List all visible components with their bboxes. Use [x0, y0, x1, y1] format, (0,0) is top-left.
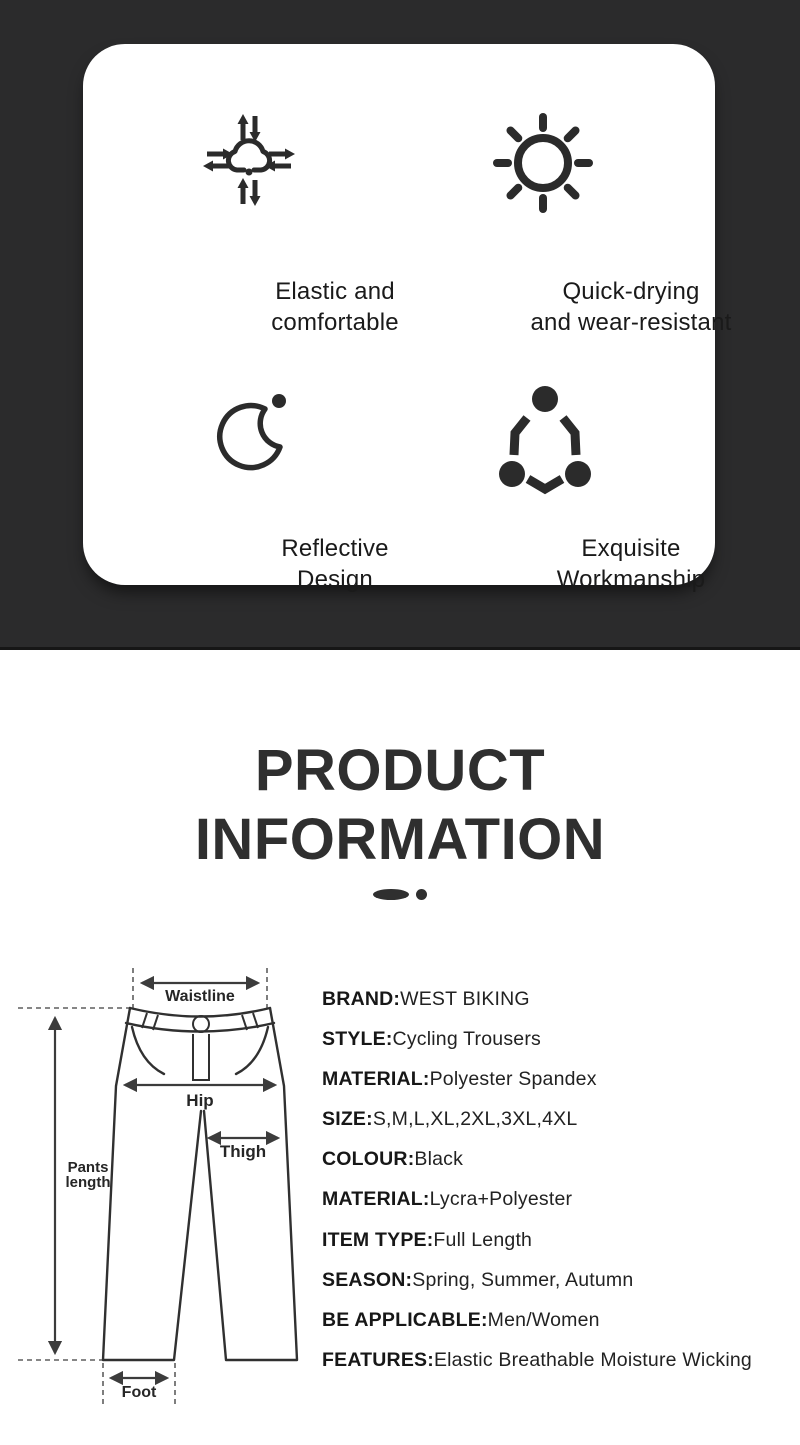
- sun-icon: [493, 113, 593, 213]
- pants-size-diagram: [0, 960, 320, 1420]
- pants-length-label-line2: length: [65, 1174, 111, 1191]
- feature-label-reflective: Reflective Design: [281, 535, 389, 593]
- moon-icon: [200, 387, 300, 487]
- feature-label-quick-drying: Quick-drying and wear-resistant: [530, 278, 732, 336]
- pants-outline: [103, 1008, 297, 1360]
- title-underline-decoration: [0, 886, 800, 902]
- spec-row-size: SIZE:S,M,L,XL,2XL,3XL,4XL: [322, 1108, 578, 1131]
- stretch-arrows-icon: [199, 110, 299, 210]
- hero-bottom-edge: [0, 647, 800, 650]
- waistline-label: Waistline: [165, 988, 235, 1005]
- hip-label: Hip: [186, 1091, 214, 1110]
- product-spec-list: [322, 979, 792, 1380]
- spec-row-material: MATERIAL:Polyester Spandex: [322, 1068, 597, 1091]
- spec-row-colour: COLOUR:Black: [322, 1148, 464, 1171]
- spec-row-style: STYLE:Cycling Trousers: [322, 1028, 541, 1051]
- page-title-line2: INFORMATION: [194, 807, 606, 872]
- spec-row-material-2: MATERIAL:Lycra+Polyester: [322, 1188, 573, 1211]
- spec-row-item-type: ITEM TYPE:Full Length: [322, 1228, 533, 1251]
- page-title-line1: PRODUCT: [254, 738, 546, 803]
- pants-length-label-line1: Pants: [67, 1159, 109, 1176]
- ellipse-shape: [373, 889, 409, 900]
- hero-section: [0, 0, 800, 650]
- foot-label: Foot: [121, 1384, 157, 1401]
- spec-row-season: SEASON:Spring, Summer, Autumn: [322, 1268, 634, 1291]
- feature-label-elastic: Elastic and comfortable: [271, 278, 399, 336]
- feature-label-workmanship: Exquisite Workmanship: [556, 535, 706, 593]
- dot-shape: [416, 889, 427, 900]
- linked-circles-icon: [498, 385, 598, 495]
- spec-row-brand: BRAND:WEST BIKING: [322, 988, 530, 1010]
- spec-row-applicable: BE APPLICABLE:Men/Women: [322, 1308, 600, 1331]
- features-card: [83, 44, 732, 593]
- page-title: [0, 736, 800, 874]
- spec-row-features: FEATURES:Elastic Breathable Moisture Wicking: [322, 1348, 752, 1371]
- thigh-label: Thigh: [219, 1142, 267, 1161]
